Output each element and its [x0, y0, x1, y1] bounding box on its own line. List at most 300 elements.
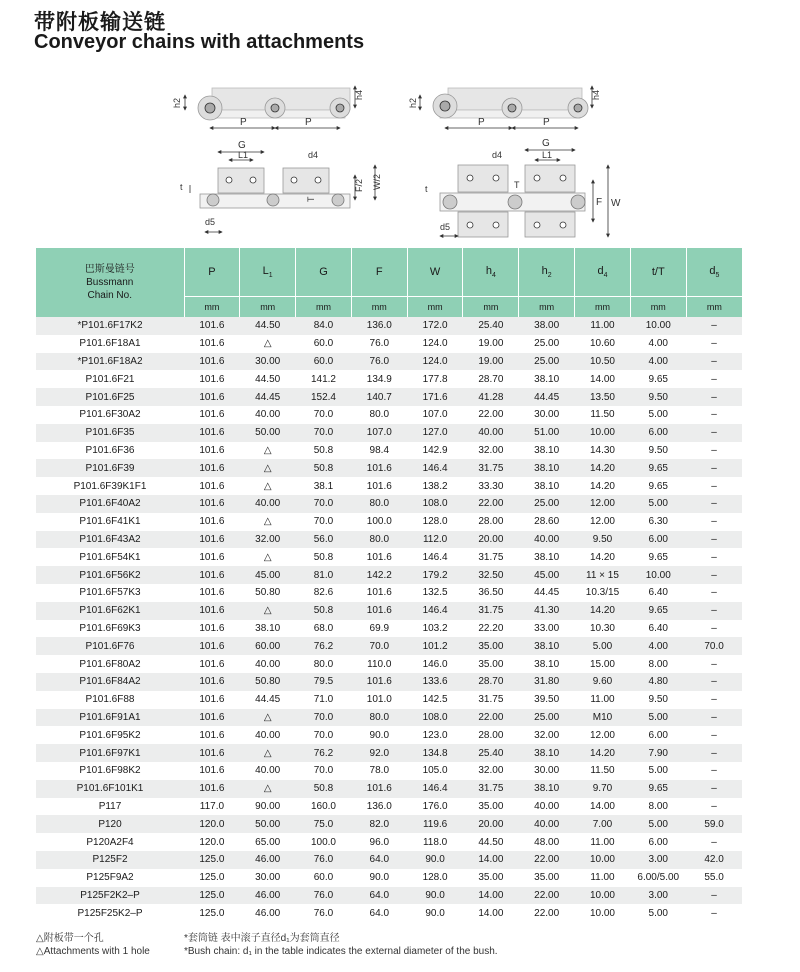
table-cell: 14.20	[575, 602, 631, 620]
table-cell: 101.6	[184, 335, 240, 353]
table-row	[36, 691, 742, 709]
table-cell: 11.50	[575, 762, 631, 780]
table-row	[36, 904, 742, 922]
table-cell: 172.0	[407, 317, 463, 335]
table-cell: 44.45	[519, 584, 575, 602]
table-cell: 20.00	[463, 815, 519, 833]
table-cell: 9.65	[630, 459, 686, 477]
table-row	[36, 548, 742, 566]
table-cell: 10.00	[575, 424, 631, 442]
table-cell: 11.00	[575, 869, 631, 887]
table-cell: 32.50	[463, 566, 519, 584]
table-row	[36, 335, 742, 353]
table-cell: 36.50	[463, 584, 519, 602]
table-cell: 10.00	[575, 887, 631, 905]
table-cell: 30.00	[240, 353, 296, 371]
table-cell: 38.10	[519, 477, 575, 495]
table-cell: 101.6	[184, 531, 240, 549]
table-cell: 9.65	[630, 780, 686, 798]
table-cell: 120.0	[184, 815, 240, 833]
table-cell: 120.0	[184, 833, 240, 851]
table-cell: 101.6	[184, 762, 240, 780]
table-cell: 3.00	[630, 851, 686, 869]
table-cell: 98.4	[351, 442, 407, 460]
page-title-cn: 带附板输送链	[34, 10, 166, 34]
table-cell: 5.00	[630, 709, 686, 727]
table-cell: 134.9	[351, 370, 407, 388]
footnote-attach-en: △Attachments with 1 hole	[36, 946, 150, 957]
table-cell: 108.0	[407, 709, 463, 727]
table-cell: –	[686, 388, 742, 406]
label-h2-left: h2	[172, 97, 182, 108]
table-cell: 6.40	[630, 620, 686, 638]
table-cell: 76.0	[296, 887, 352, 905]
table-cell: 160.0	[296, 798, 352, 816]
table-cell: 25.00	[519, 335, 575, 353]
table-cell: –	[686, 335, 742, 353]
table-cell: –	[686, 904, 742, 922]
cell-chain-no: P101.6F56K2	[36, 566, 184, 584]
table-row	[36, 620, 742, 638]
cell-chain-no: P101.6F62K1	[36, 602, 184, 620]
cell-chain-no: P101.6F98K2	[36, 762, 184, 780]
table-cell: 31.75	[463, 691, 519, 709]
table-cell: 32.00	[519, 726, 575, 744]
col-symbol: P	[208, 266, 216, 278]
table-cell: 50.8	[296, 442, 352, 460]
table-cell: 119.6	[407, 815, 463, 833]
table-cell: 134.8	[407, 744, 463, 762]
table-cell: 38.10	[519, 548, 575, 566]
table-cell: –	[686, 531, 742, 549]
table-cell: 75.0	[296, 815, 352, 833]
table-cell: 128.0	[407, 869, 463, 887]
label-w2-left: W/2	[372, 173, 382, 190]
table-cell: 11.00	[575, 833, 631, 851]
header-chain-no-line: 巴斯曼链号	[84, 264, 135, 275]
label-d5-left: d5	[205, 217, 216, 227]
table-cell: △	[240, 709, 296, 727]
table-row	[36, 637, 742, 655]
table-cell: 9.70	[575, 780, 631, 798]
table-cell: 8.00	[630, 655, 686, 673]
header-col-unit: mm	[575, 297, 631, 318]
header-col-unit: mm	[519, 297, 575, 318]
table-cell: 59.0	[686, 815, 742, 833]
chain-spec-table	[36, 248, 742, 922]
table-cell: 15.00	[575, 655, 631, 673]
table-cell: 6.40	[630, 584, 686, 602]
table-cell: 5.00	[630, 904, 686, 922]
table-cell: –	[686, 673, 742, 691]
header-col-symbol	[519, 248, 575, 297]
table-row	[36, 531, 742, 549]
table-cell: 40.00	[240, 762, 296, 780]
table-cell: 40.00	[519, 798, 575, 816]
table-row	[36, 584, 742, 602]
table-cell: 152.4	[296, 388, 352, 406]
table-cell: 5.00	[575, 637, 631, 655]
table-cell: 125.0	[184, 869, 240, 887]
table-cell: 117.0	[184, 798, 240, 816]
cell-chain-no: P101.6F43A2	[36, 531, 184, 549]
table-cell: 14.00	[575, 798, 631, 816]
table-cell: 10.00	[575, 851, 631, 869]
label-l1-left: L1	[238, 150, 249, 160]
table-row	[36, 370, 742, 388]
table-cell: –	[686, 602, 742, 620]
table-cell: △	[240, 780, 296, 798]
table-cell: 84.0	[296, 317, 352, 335]
cell-chain-no: P101.6F18A1	[36, 335, 184, 353]
cell-chain-no: P101.6F101K1	[36, 780, 184, 798]
table-cell: △	[240, 335, 296, 353]
table-row	[36, 442, 742, 460]
cell-chain-no: P125F9A2	[36, 869, 184, 887]
table-cell: 136.0	[351, 317, 407, 335]
table-row	[36, 762, 742, 780]
table-cell: 44.45	[240, 388, 296, 406]
table-cell: 40.00	[463, 424, 519, 442]
label-tt-right: T	[514, 180, 520, 190]
table-cell: 12.00	[575, 513, 631, 531]
table-cell: 101.6	[184, 744, 240, 762]
table-cell: 25.40	[463, 317, 519, 335]
table-cell: –	[686, 655, 742, 673]
page-title-en: Conveyor chains with attachments	[34, 31, 365, 53]
header-col-unit: mm	[407, 297, 463, 318]
table-cell: 38.10	[519, 370, 575, 388]
table-cell: △	[240, 477, 296, 495]
table-cell: 30.00	[519, 762, 575, 780]
table-cell: 101.6	[184, 406, 240, 424]
header-col-symbol	[240, 248, 296, 297]
table-cell: 142.9	[407, 442, 463, 460]
table-cell: –	[686, 566, 742, 584]
table-cell: 11 × 15	[575, 566, 631, 584]
table-cell: 46.00	[240, 904, 296, 922]
table-cell: 35.00	[463, 798, 519, 816]
table-cell: 82.6	[296, 584, 352, 602]
table-cell: 5.00	[630, 815, 686, 833]
table-cell: 90.0	[407, 887, 463, 905]
table-cell: 14.20	[575, 459, 631, 477]
table-cell: 76.2	[296, 637, 352, 655]
chain-diagrams	[0, 0, 800, 250]
table-cell: 65.00	[240, 833, 296, 851]
label-f-right: F	[596, 197, 603, 208]
table-row	[36, 887, 742, 905]
table-cell: 124.0	[407, 353, 463, 371]
table-cell: 32.00	[463, 442, 519, 460]
table-cell: 138.2	[407, 477, 463, 495]
table-cell: 40.00	[240, 495, 296, 513]
table-cell: 12.00	[575, 495, 631, 513]
label-t-right: t	[425, 184, 428, 194]
table-cell: 9.65	[630, 602, 686, 620]
table-cell: 25.00	[519, 353, 575, 371]
table-cell: 90.0	[407, 851, 463, 869]
table-cell: 40.00	[240, 406, 296, 424]
table-cell: 176.0	[407, 798, 463, 816]
table-cell: 101.6	[184, 353, 240, 371]
table-cell: 38.00	[519, 317, 575, 335]
table-cell: △	[240, 548, 296, 566]
table-cell: 90.00	[240, 798, 296, 816]
table-cell: 101.6	[184, 709, 240, 727]
table-cell: △	[240, 442, 296, 460]
table-cell: 101.6	[184, 691, 240, 709]
table-cell: 110.0	[351, 655, 407, 673]
table-cell: 22.00	[519, 887, 575, 905]
table-cell: 60.00	[240, 637, 296, 655]
table-cell: 9.65	[630, 370, 686, 388]
table-cell: –	[686, 459, 742, 477]
table-row	[36, 780, 742, 798]
table-cell: 101.2	[407, 637, 463, 655]
table-cell: 44.50	[463, 833, 519, 851]
table-cell: 14.20	[575, 477, 631, 495]
table-cell: 40.00	[240, 726, 296, 744]
table-row	[36, 459, 742, 477]
table-row	[36, 833, 742, 851]
table-cell: 14.00	[463, 904, 519, 922]
table-cell: 30.00	[519, 406, 575, 424]
table-cell: 50.8	[296, 548, 352, 566]
header-col-symbol	[184, 248, 240, 297]
header-col-symbol	[296, 248, 352, 297]
cell-chain-no: P101.6F39	[36, 459, 184, 477]
table-cell: 70.0	[296, 406, 352, 424]
col-symbol-subscript: 1	[268, 272, 273, 280]
table-cell: 50.8	[296, 459, 352, 477]
table-cell: 146.0	[407, 655, 463, 673]
header-chain-no	[36, 248, 184, 317]
cell-chain-no: P101.6F40A2	[36, 495, 184, 513]
table-cell: 10.50	[575, 353, 631, 371]
table-cell: 146.4	[407, 780, 463, 798]
label-d4-left: d4	[308, 150, 319, 160]
table-cell: 70.0	[296, 726, 352, 744]
table-row	[36, 655, 742, 673]
table-cell: 19.00	[463, 353, 519, 371]
table-cell: 35.00	[519, 869, 575, 887]
table-cell: 107.0	[351, 424, 407, 442]
table-cell: 142.5	[407, 691, 463, 709]
col-symbol-subscript: 2	[547, 272, 552, 280]
table-cell: 31.75	[463, 602, 519, 620]
table-cell: 101.6	[184, 566, 240, 584]
table-cell: 96.0	[351, 833, 407, 851]
table-cell: 101.6	[184, 370, 240, 388]
table-cell: 101.6	[351, 780, 407, 798]
table-cell: 33.00	[519, 620, 575, 638]
cell-chain-no: P101.6F80A2	[36, 655, 184, 673]
cell-chain-no: P117	[36, 798, 184, 816]
table-cell: 35.00	[463, 869, 519, 887]
table-cell: 45.00	[240, 566, 296, 584]
table-cell: 48.00	[519, 833, 575, 851]
table-cell: 101.6	[184, 495, 240, 513]
table-cell: 35.00	[463, 637, 519, 655]
cell-chain-no: P125F2	[36, 851, 184, 869]
table-cell: 71.0	[296, 691, 352, 709]
table-cell: 38.10	[519, 655, 575, 673]
table-cell: 50.80	[240, 584, 296, 602]
table-cell: –	[686, 442, 742, 460]
table-cell: 69.9	[351, 620, 407, 638]
table-cell: 30.00	[240, 869, 296, 887]
table-cell: 50.00	[240, 424, 296, 442]
table-cell: 125.0	[184, 851, 240, 869]
table-cell: 76.0	[351, 353, 407, 371]
table-cell: 38.10	[519, 442, 575, 460]
table-row	[36, 798, 742, 816]
cell-chain-no: *P101.6F18A2	[36, 353, 184, 371]
table-cell: 140.7	[351, 388, 407, 406]
table-cell: 9.65	[630, 548, 686, 566]
cell-chain-no: P101.6F88	[36, 691, 184, 709]
table-cell: 14.20	[575, 548, 631, 566]
table-cell: –	[686, 691, 742, 709]
table-cell: 70.0	[351, 637, 407, 655]
table-cell: 146.4	[407, 602, 463, 620]
table-cell: –	[686, 477, 742, 495]
table-cell: 4.00	[630, 335, 686, 353]
table-cell: 41.30	[519, 602, 575, 620]
label-p-right-1: P	[478, 117, 485, 128]
table-cell: 80.0	[351, 709, 407, 727]
table-cell: 6.00/5.00	[630, 869, 686, 887]
table-cell: 101.6	[184, 780, 240, 798]
header-col-symbol	[630, 248, 686, 297]
table-cell: 14.00	[463, 887, 519, 905]
table-row	[36, 709, 742, 727]
table-cell: 81.0	[296, 566, 352, 584]
table-cell: 92.0	[351, 744, 407, 762]
table-cell: 133.6	[407, 673, 463, 691]
table-cell: M10	[575, 709, 631, 727]
table-cell: 45.00	[519, 566, 575, 584]
table-cell: –	[686, 780, 742, 798]
table-row	[36, 317, 742, 335]
table-cell: 20.00	[463, 531, 519, 549]
header-col-symbol	[575, 248, 631, 297]
cell-chain-no: P101.6F84A2	[36, 673, 184, 691]
header-chain-no-line: Chain No.	[87, 290, 132, 301]
table-cell: –	[686, 548, 742, 566]
table-cell: 101.6	[351, 459, 407, 477]
header-col-symbol	[351, 248, 407, 297]
table-cell: 128.0	[407, 513, 463, 531]
table-cell: 39.50	[519, 691, 575, 709]
table-cell: 50.8	[296, 780, 352, 798]
table-cell: 22.00	[519, 851, 575, 869]
table-cell: 101.6	[351, 477, 407, 495]
table-cell: 101.6	[184, 655, 240, 673]
table-cell: 90.0	[351, 869, 407, 887]
table-row	[36, 851, 742, 869]
table-cell: 100.0	[351, 513, 407, 531]
cell-chain-no: P101.6F54K1	[36, 548, 184, 566]
side-view-diagram-right	[420, 86, 592, 128]
table-cell: –	[686, 424, 742, 442]
cell-chain-no: P101.6F76	[36, 637, 184, 655]
table-cell: 38.10	[240, 620, 296, 638]
table-cell: 101.6	[184, 620, 240, 638]
table-cell: △	[240, 744, 296, 762]
table-cell: –	[686, 513, 742, 531]
table-cell: –	[686, 709, 742, 727]
table-cell: 11.00	[575, 691, 631, 709]
label-h2-right: h2	[408, 97, 418, 108]
table-cell: 50.8	[296, 602, 352, 620]
table-cell: 28.00	[463, 513, 519, 531]
table-cell: 19.00	[463, 335, 519, 353]
table-cell: 125.0	[184, 887, 240, 905]
table-cell: –	[686, 762, 742, 780]
table-cell: 76.0	[296, 904, 352, 922]
table-cell: 9.50	[575, 531, 631, 549]
table-cell: 40.00	[519, 531, 575, 549]
label-p-left-2: P	[305, 117, 312, 128]
table-cell: 10.60	[575, 335, 631, 353]
table-cell: 101.6	[184, 317, 240, 335]
table-cell: 14.20	[575, 744, 631, 762]
table-cell: △	[240, 459, 296, 477]
col-symbol: t/T	[651, 266, 665, 278]
table-cell: 32.00	[463, 762, 519, 780]
table-cell: 14.30	[575, 442, 631, 460]
table-cell: 124.0	[407, 335, 463, 353]
table-cell: 12.00	[575, 726, 631, 744]
table-cell: –	[686, 317, 742, 335]
table-cell: 70.0	[296, 762, 352, 780]
table-cell: 6.00	[630, 833, 686, 851]
table-cell: 80.0	[351, 531, 407, 549]
table-cell: 136.0	[351, 798, 407, 816]
table-cell: 101.6	[184, 513, 240, 531]
cell-chain-no: P101.6F39K1F1	[36, 477, 184, 495]
table-cell: 101.6	[351, 673, 407, 691]
table-row	[36, 566, 742, 584]
cell-chain-no: P101.6F36	[36, 442, 184, 460]
header-col-unit: mm	[463, 297, 519, 318]
table-cell: 101.6	[184, 442, 240, 460]
table-cell: 80.0	[296, 655, 352, 673]
table-cell: 10.00	[575, 904, 631, 922]
table-cell: 25.40	[463, 744, 519, 762]
label-tt-left: T	[306, 196, 316, 202]
cell-chain-no: P120	[36, 815, 184, 833]
table-cell: 60.0	[296, 869, 352, 887]
table-cell: 55.0	[686, 869, 742, 887]
col-symbol: G	[319, 266, 328, 278]
table-cell: 44.50	[240, 317, 296, 335]
table-row	[36, 673, 742, 691]
table-cell: 22.20	[463, 620, 519, 638]
table-cell: 42.0	[686, 851, 742, 869]
table-cell: 125.0	[184, 904, 240, 922]
table-cell: 31.80	[519, 673, 575, 691]
table-cell: 70.0	[296, 495, 352, 513]
table-row	[36, 406, 742, 424]
table-cell: 38.10	[519, 637, 575, 655]
table-cell: 9.50	[630, 691, 686, 709]
table-cell: 38.10	[519, 744, 575, 762]
table-cell: 100.0	[296, 833, 352, 851]
table-cell: 107.0	[407, 406, 463, 424]
